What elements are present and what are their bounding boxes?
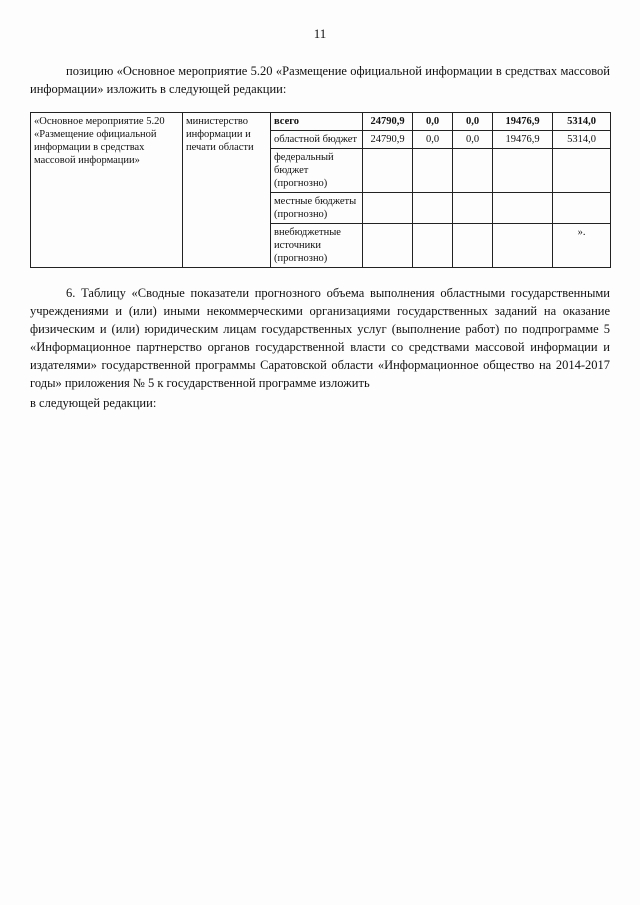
value-cell — [413, 193, 453, 224]
source-cell: местные бюджеты (прогнозно) — [271, 193, 363, 224]
value-cell — [493, 149, 553, 193]
intro-paragraph: позицию «Основное мероприятие 5.20 «Размещение официальной информации в средствах массовой информации» изложить в следующей редакции: — [30, 64, 610, 96]
measure-name-cell: «Основное мероприятие 5.20 «Размещение официальной информации в средствах массовой информации» — [31, 113, 183, 268]
value-cell: 5314,0 — [553, 113, 611, 131]
source-cell: федеральный бюджет (прогнозно) — [271, 149, 363, 193]
page-content — [30, 62, 610, 412]
source-cell: всего — [271, 113, 363, 131]
value-cell — [453, 149, 493, 193]
value-cell: 0,0 — [453, 131, 493, 149]
value-cell — [363, 193, 413, 224]
page-number: 11 — [313, 26, 327, 41]
value-cell — [553, 149, 611, 193]
value-cell: 19476,9 — [493, 131, 553, 149]
value-cell: 24790,9 — [363, 131, 413, 149]
source-cell: областной бюджет — [271, 131, 363, 149]
table-row — [31, 113, 611, 131]
measure-table — [30, 112, 611, 268]
value-cell — [453, 224, 493, 268]
value-cell — [363, 224, 413, 268]
executor-cell: министерство информации и печати области — [183, 113, 271, 268]
value-cell: 24790,9 — [363, 113, 413, 131]
value-cell — [413, 149, 453, 193]
closing-mark: ». — [553, 224, 611, 268]
value-cell — [413, 224, 453, 268]
value-cell: 5314,0 — [553, 131, 611, 149]
value-cell: 0,0 — [453, 113, 493, 131]
item-6-section — [30, 284, 610, 412]
value-cell — [493, 193, 553, 224]
item-6-paragraph: 6. Таблицу «Сводные показатели прогнозного объема выполнения областными государственными учреждениями и (или) иными некоммерческими организациями государственных заданий на оказание физическим и (или) юридическим лицам государственных услуг (выполнение работ) по подпрограмме 5 «Информационное партнерство органов государственной власти со средствами массовой информации и издателями» государственной программы Саратовской области «Информационное общество на 2014-2017 годы» приложения № 5 к государственной программе изложить — [30, 286, 610, 390]
value-cell — [363, 149, 413, 193]
value-cell: 0,0 — [413, 113, 453, 131]
source-cell: внебюджетные источники (прогнозно) — [271, 224, 363, 268]
value-cell: 0,0 — [413, 131, 453, 149]
item-6-continuation: в следующей редакции: — [30, 396, 157, 410]
value-cell: 19476,9 — [493, 113, 553, 131]
value-cell — [553, 193, 611, 224]
value-cell — [453, 193, 493, 224]
value-cell — [493, 224, 553, 268]
